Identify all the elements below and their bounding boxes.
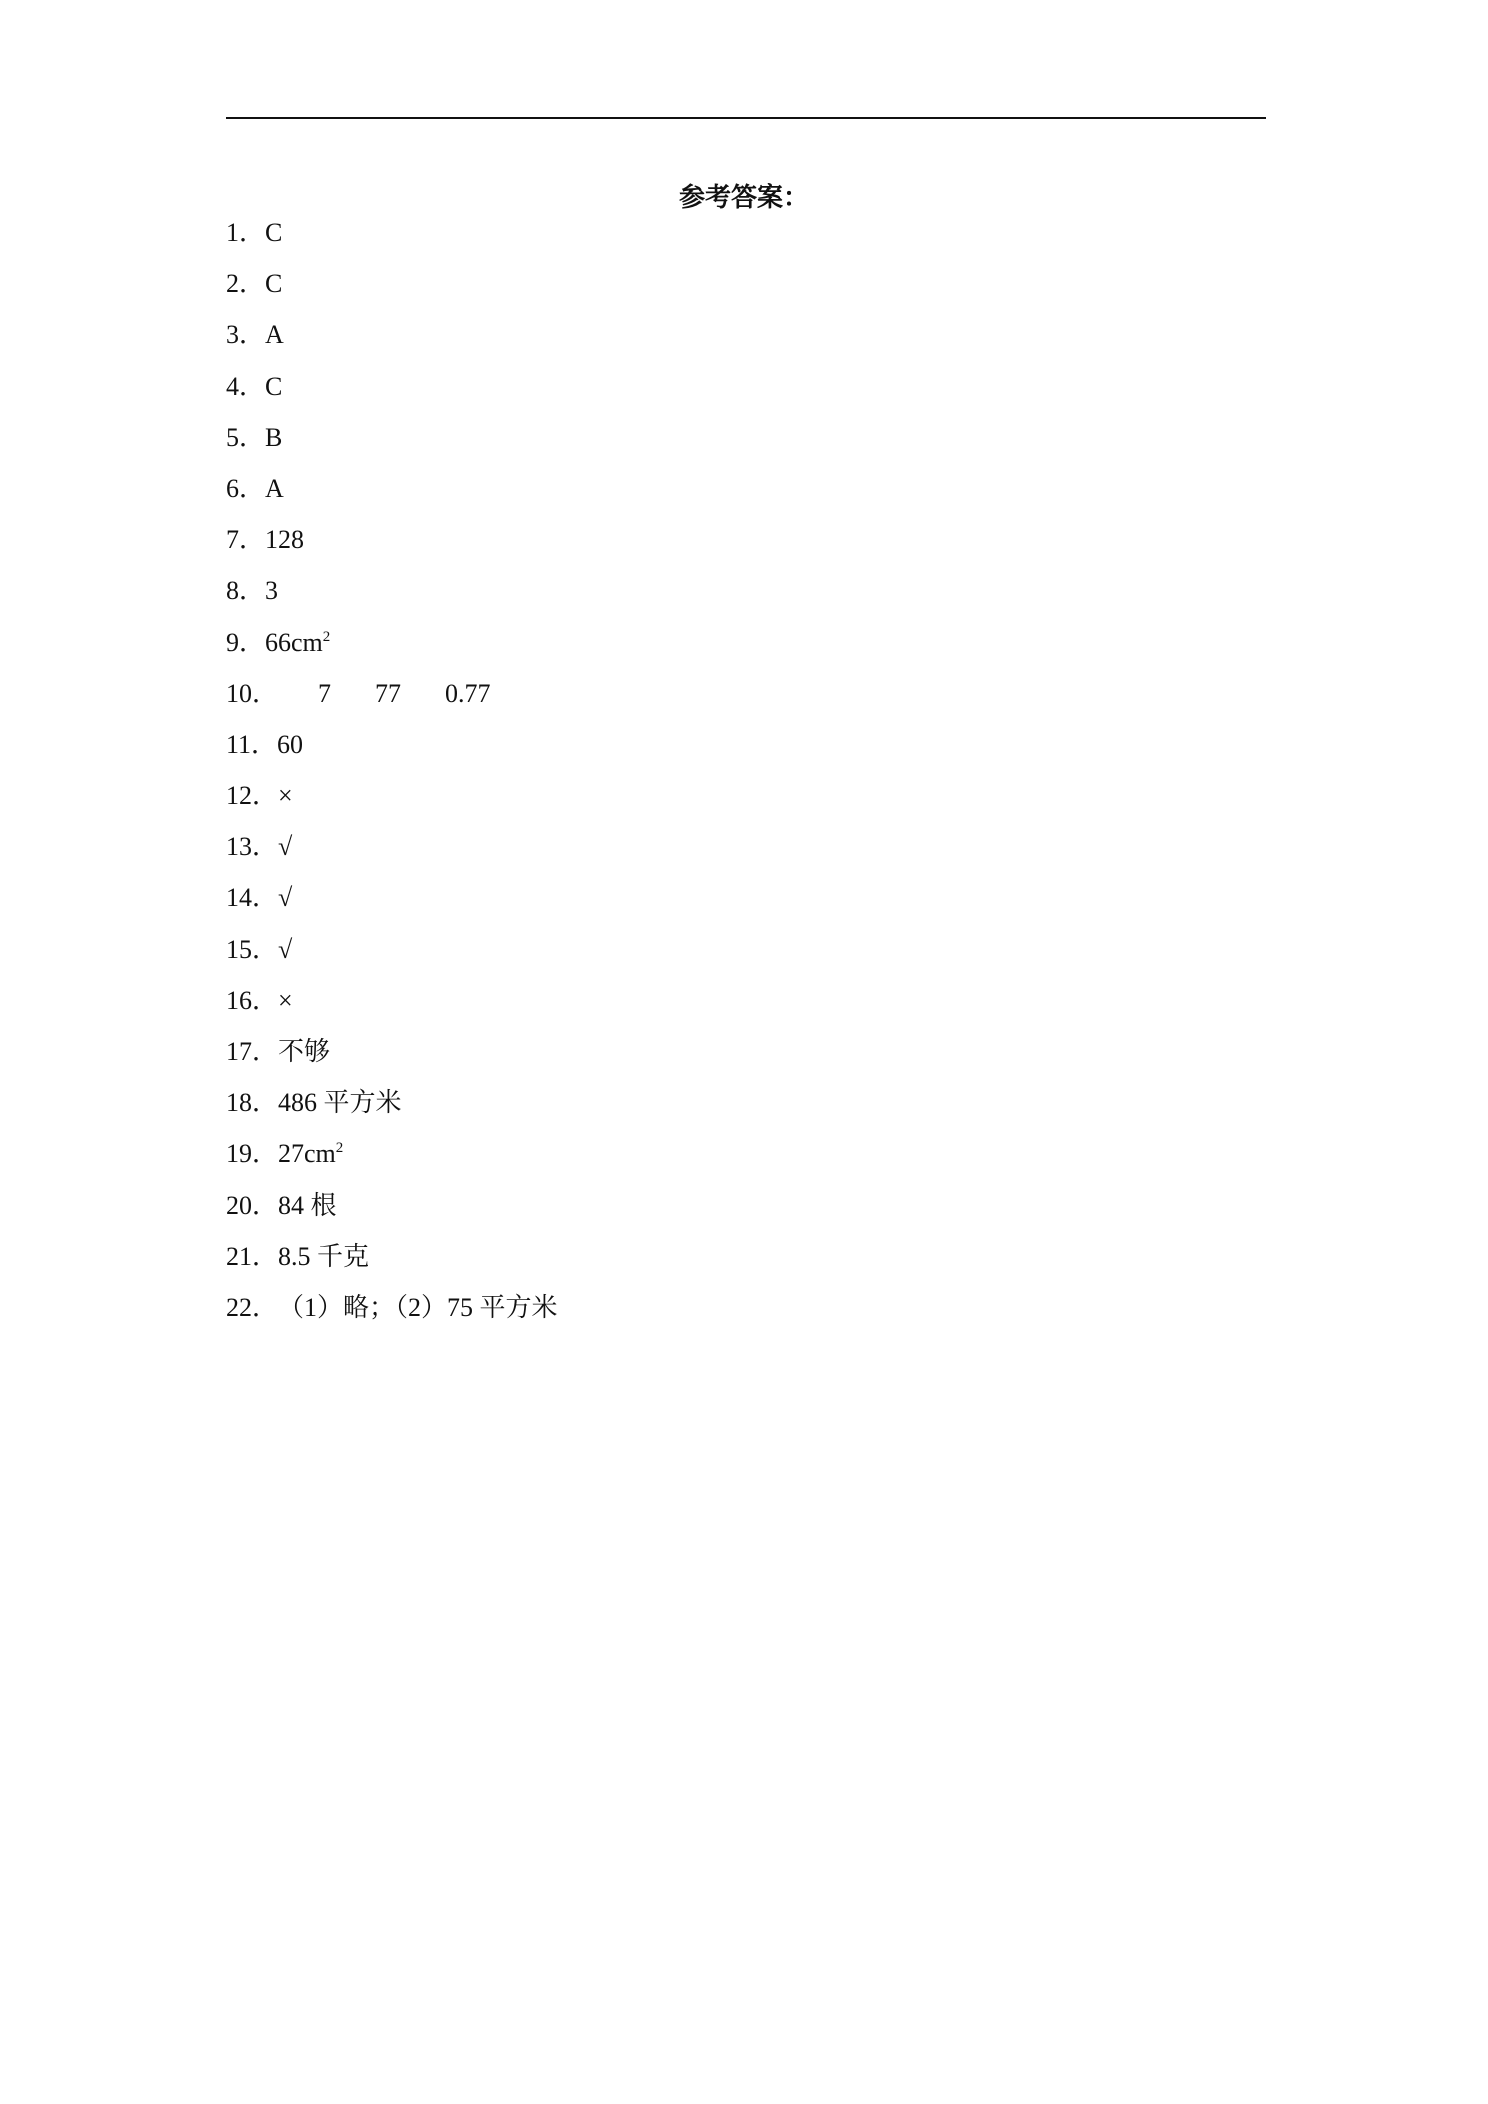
answer-superscript: 2	[322, 628, 331, 645]
answer-number: 13．	[226, 832, 279, 862]
answer-text: （1）略；（2）75 平方米	[278, 1292, 558, 1322]
answer-text: C	[265, 269, 283, 299]
answer-text: C	[265, 218, 283, 247]
answer-item-11	[226, 727, 558, 778]
answer-number: 8．	[226, 576, 266, 606]
answer-item-7	[226, 522, 558, 573]
answer-number: 20．	[226, 1190, 279, 1220]
answer-text: 3	[265, 576, 279, 606]
answer-number: 19．	[226, 1139, 279, 1169]
answer-text: 66cm	[265, 627, 323, 657]
answer-number: 10．	[226, 678, 279, 708]
page-title: 参考答案：	[678, 183, 809, 212]
answer-number: 21．	[226, 1241, 279, 1271]
answer-item-3	[226, 317, 558, 368]
answer-item-17	[226, 1034, 558, 1085]
answer-item-15	[226, 932, 558, 983]
answer-item-20	[226, 1188, 558, 1239]
answer-text: √	[278, 934, 293, 964]
answer-text: 27cm	[278, 1139, 336, 1169]
answer-text: 486 平方米	[278, 1088, 402, 1118]
answer-number: 7．	[226, 525, 266, 555]
answer-text: √	[278, 883, 293, 913]
answer-number: 11．	[226, 729, 278, 759]
answer-number: 16．	[226, 985, 279, 1015]
answer-number: 4．	[226, 371, 266, 401]
answer-number: 14．	[226, 883, 279, 913]
answer-text: B	[265, 422, 283, 452]
answer-number: 17．	[226, 1037, 279, 1066]
answer-item-6	[226, 471, 558, 522]
answer-blank-3: 0.77	[445, 678, 491, 708]
answer-text: 不够	[278, 1037, 331, 1066]
answer-text: ×	[278, 985, 293, 1015]
answer-number: 15．	[226, 934, 279, 964]
answer-text: C	[265, 371, 283, 401]
answer-item-8	[226, 573, 558, 624]
answer-text: 60	[277, 729, 304, 759]
answer-number: 12．	[226, 781, 279, 811]
answer-item-2	[226, 266, 558, 317]
answer-text: 8.5 千克	[278, 1241, 370, 1271]
answer-number: 9．	[226, 627, 266, 657]
answer-superscript: 2	[335, 1140, 344, 1157]
answer-text: ×	[278, 781, 293, 811]
answer-list	[226, 215, 558, 1341]
answer-item-16	[226, 983, 558, 1034]
answer-item-9	[226, 625, 558, 676]
answer-number: 3．	[226, 320, 266, 350]
answer-text: A	[265, 320, 284, 350]
answer-blank-1: 7	[318, 678, 332, 708]
answer-item-12	[226, 778, 558, 829]
answer-number: 1．	[226, 218, 266, 247]
answer-item-22	[226, 1290, 558, 1341]
answer-item-10	[226, 676, 558, 727]
answer-text: 128	[265, 525, 305, 555]
answer-number: 6．	[226, 473, 266, 503]
answer-text: A	[265, 473, 284, 503]
answer-item-4	[226, 369, 558, 420]
answer-item-14	[226, 880, 558, 931]
header-rule	[226, 117, 1266, 119]
answer-item-18	[226, 1085, 558, 1136]
answer-text: √	[278, 832, 293, 862]
answer-number: 22．	[226, 1292, 279, 1322]
answer-number: 2．	[226, 269, 266, 299]
answer-blank-2: 77	[375, 678, 402, 708]
answer-number: 18．	[226, 1088, 279, 1118]
answer-text: 84 根	[278, 1190, 337, 1220]
answer-item-1	[226, 215, 558, 266]
answer-item-5	[226, 420, 558, 471]
answer-number: 5．	[226, 422, 266, 452]
answer-item-19	[226, 1136, 558, 1187]
answer-item-21	[226, 1239, 558, 1290]
answer-item-13	[226, 829, 558, 880]
